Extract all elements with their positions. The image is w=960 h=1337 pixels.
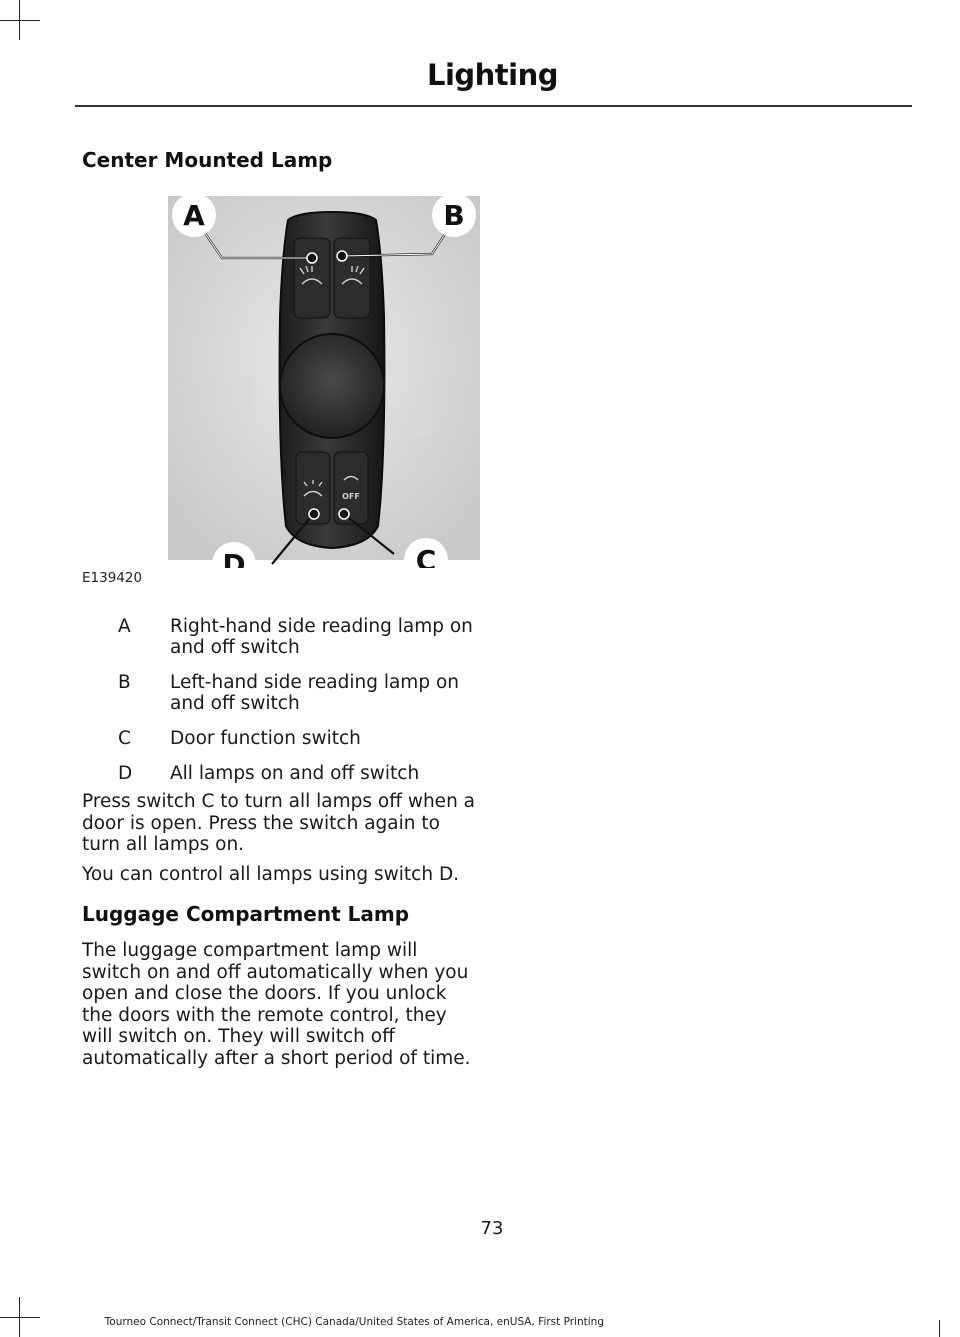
page-footer: Tourneo Connect/Transit Connect (CHC) Canada/United States of America, enUSA, First Printing [104, 1316, 604, 1328]
crop-mark [0, 20, 40, 21]
callout-dot-b [337, 251, 347, 261]
label-c: C [415, 544, 437, 568]
callout-description: All lamps on and off switch [170, 763, 420, 784]
callout-key: C [118, 728, 131, 749]
paragraph-door-switch: Press switch C to turn all lamps off when a door is open. Press the switch again to turn all lamps on. [82, 791, 476, 855]
callout-dot-a [307, 253, 317, 263]
callout-key: A [118, 616, 131, 637]
running-header-title: Lighting [426, 58, 558, 92]
callout-description: Door function switch [170, 728, 361, 749]
paragraph-switch-d: You can control all lamps using switch D. [82, 864, 460, 885]
callout-item [82, 612, 482, 658]
off-text: OFF [342, 492, 360, 501]
header-rule [75, 105, 912, 107]
callout-list [82, 612, 482, 794]
crop-mark [939, 1320, 940, 1337]
callout-item [82, 724, 482, 749]
callout-dot-d [309, 509, 319, 519]
callout-description: Right-hand side reading lamp on and off switch [170, 616, 473, 658]
callout-key: B [118, 672, 131, 693]
label-b: B [443, 199, 465, 232]
callout-dot-c [339, 509, 349, 519]
label-d: D [222, 548, 246, 568]
callout-item [82, 668, 482, 714]
switch-a [294, 238, 330, 318]
figure-code: E139420 [82, 570, 143, 586]
label-a: A [183, 199, 205, 232]
switch-b [334, 238, 370, 318]
center-lamp-figure [82, 196, 480, 588]
paragraph-luggage-lamp: The luggage compartment lamp will switch on and off automatically when you open and close the doors. If you unlock the doors with the remote control, they will switch on. They will switch off automatically after a short period of time. [82, 940, 471, 1069]
callout-key: D [118, 763, 133, 784]
callout-item [82, 759, 482, 784]
dome-lamp-lens [280, 334, 384, 438]
section-heading-luggage-compartment-lamp: Luggage Compartment Lamp [82, 902, 410, 926]
callout-description: Left-hand side reading lamp on and off switch [170, 672, 459, 714]
crop-mark [19, 0, 20, 40]
page-number: 73 [480, 1218, 504, 1239]
overhead-console-illustration [82, 196, 480, 568]
section-heading-center-mounted-lamp: Center Mounted Lamp [82, 148, 333, 172]
